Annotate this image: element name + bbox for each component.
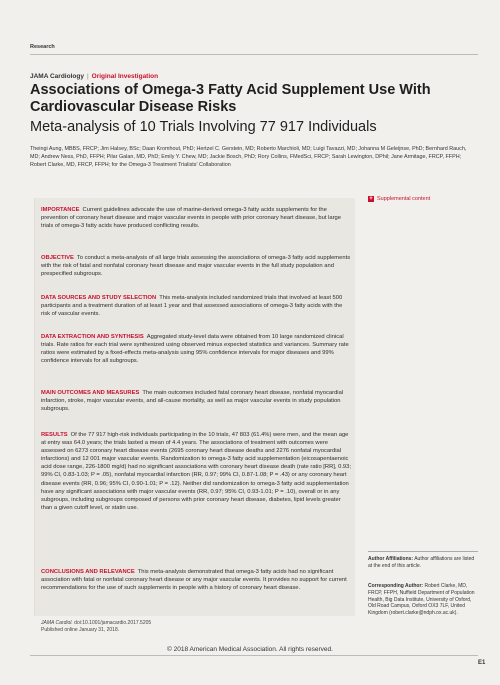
journal-line [30,73,158,80]
conclusions-text: This meta-analysis demonstrated that omega-3 fatty acids had no significant association with fatal or nonfatal coronary heart disease or any major vascular events. It provides no support for current recommendations for the use of such supplements in people with a history of coronary heart disease. [41,569,347,592]
abstract-objective [41,254,351,278]
objective-text: To conduct a meta-analysis of all large trials assessing the associations of omega-3 fatty acid supplements with the risk of fatal and nonfatal coronary heart disease and major vascular events in the full study population and prespecified subgroups. [41,255,351,278]
journal-name: JAMA Cardiology [30,73,84,80]
objective-heading: OBJECTIVE [41,255,74,261]
abstract-data-extraction [41,333,351,365]
plus-icon: + [369,196,373,202]
bottom-divider [30,655,478,656]
supplemental-content-link[interactable] [368,196,430,202]
journal-separator: | [86,73,89,80]
data-sources-text: This meta-analysis included randomized trials that involved at least 500 participants and a treatment duration of at least 1 year and that assessed associations of omega-3 fatty acids with the risk of vascular events. [41,295,343,318]
corresponding-text: Robert Clarke, MD, FRCP, FFPH, Nuffield Department of Population Health, Big Data Institute, University of Oxford, Old Road Campus, Oxford OX3 7LF, United Kingdom (robert.clarke@ndph.ox.ac.uk). [368,583,475,617]
abstract-conclusions [41,568,351,592]
data-sources-heading: DATA SOURCES AND STUDY SELECTION [41,295,157,301]
citation-doi[interactable]: doi:10.1001/jamacardio.2017.5205 [74,620,152,626]
importance-heading: IMPORTANCE [41,207,80,213]
article-title: Associations of Omega-3 Fatty Acid Supplement Use With Cardiovascular Disease Risks [30,82,431,115]
top-divider [30,54,478,55]
data-extraction-heading: DATA EXTRACTION AND SYNTHESIS [41,334,144,340]
author-affiliations [368,556,478,570]
data-extraction-text: Aggregated study-level data were obtained from 10 large randomized clinical trials. Rate ratios for each trial were synthesized using observed minus expected statistics and variances. Summary rate ratios were estimated by a fixed-effects meta-analysis using 95% confidence intervals for major diseases and 99% confidence intervals for all subgroups. [41,334,349,365]
corresponding-heading: Corresponding Author: [368,583,424,589]
main-outcomes-heading: MAIN OUTCOMES AND MEASURES [41,390,140,396]
main-outcomes-text: The main outcomes included fatal coronary heart disease, nonfatal myocardial infarction, stroke, major vascular events, and all-cause mortality, as well as major vascular events in study population subgroups. [41,390,344,413]
affiliations-text: Author affiliations are listed at the end of this article. [368,556,475,569]
corresponding-author [368,583,478,617]
supplemental-label: Supplemental content [377,196,431,202]
results-heading: RESULTS [41,432,68,438]
article-subtitle: Meta-analysis of 10 Trials Involving 77 917 Individuals [30,119,377,135]
page-number: E1 [478,660,486,666]
abstract-results [41,431,351,512]
aside-divider [368,551,478,552]
author-list: Theingi Aung, MBBS, FRCP; Jim Halsey, BSc; Daan Kromhout, PhD; Hertzel C. Gerstein, MD; Roberto Marchioli, MD; Luigi Tavazzi, MD; Johanna M Geleijnse, PhD; Bernhard Rauch, MD; Andrew Ness, PhD, FFPH; Pilar Galan, MD, PhD; Emily Y. Chew, MD; Jackie Bosch, PhD; Rory Collins, FMedSci, FRCP; Sarah Lewington, DPhil; Jane Armitage, FRCP, FFPH; Robert Clarke, MD, FRCP, FFPH; for the Omega-3 Treatment Trialists' Collaboration [30,146,467,169]
article-type: Original Investigation [91,73,159,80]
section-label: Research [30,44,55,50]
copyright-notice: © 2018 American Medical Association. All rights reserved. [167,646,333,653]
abstract-data-sources [41,294,351,318]
citation-journal: JAMA Cardiol. [41,620,73,626]
results-text: Of the 77 917 high-risk individuals participating in the 10 trials, 47 803 (61.4%) were men, and the mean age at entry was 64.0 years; the trials lasted a mean of 4.4 years. The associations of treatment with outcomes were assessed on 6273 coronary heart disease events (2695 coronary heart disease deaths and 2276 nonfatal myocardial infarctions) and 12 001 major vascular events. Randomization to omega-3 fatty acid supplementation (eicosapentaenoic acid dose range, 226-1800 mg/d) had no significant associations with coronary heart disease death (rate ratio [RR], 0.93; 99% CI, 0.83-1.03; P = .05), nonfatal myocardial infarction (RR, 0.97; 99% CI, 0.87-1.08; P = .43) or any coronary heart disease events (RR, 0.96; 95% CI, 0.90-1.01; P = .12). Neither did randomization to omega-3 fatty acid supplementation have any significant associations with major vascular events (RR, 0.97; 95% CI, 0.93-1.01; P = .10), overall or in any subgroups, including subgroups composed of persons with prior coronary heart disease, diabetes, lipid levels greater than a given cutoff level, or statin use. [41,432,351,511]
abstract-main-outcomes [41,389,351,413]
published-date: Published online January 31, 2018. [41,627,120,633]
abstract-importance [41,206,351,230]
importance-text: Current guidelines advocate the use of marine-derived omega-3 fatty acids supplements for the prevention of coronary heart disease and major vascular events in people with prior coronary heart disease, but large trials of omega-3 fatty acids have produced conflicting results. [41,207,341,230]
conclusions-heading: CONCLUSIONS AND RELEVANCE [41,569,135,575]
affiliations-heading: Author Affiliations: [368,556,414,562]
citation-block [41,620,151,634]
